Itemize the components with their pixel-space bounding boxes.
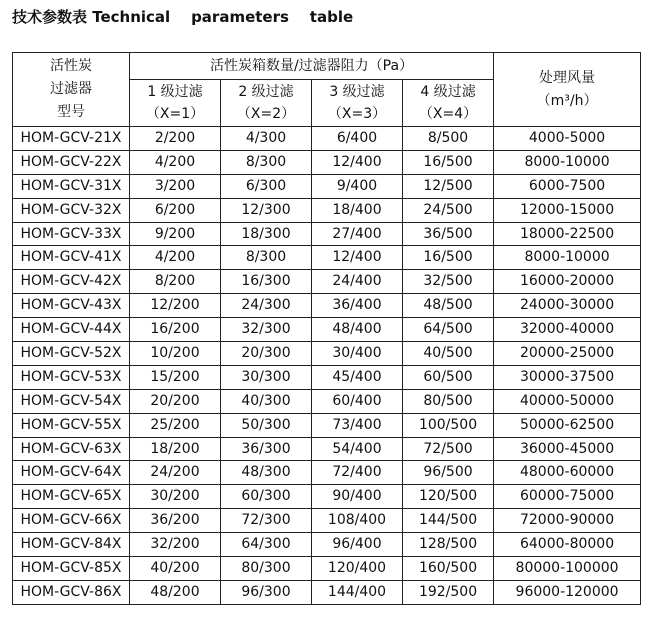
filter2-cell: 30/300 <box>221 365 312 389</box>
filter3-cell: 108/400 <box>312 509 403 533</box>
filter4-cell: 48/500 <box>403 294 494 318</box>
filter3-cell: 45/400 <box>312 365 403 389</box>
filter3-cell: 9/400 <box>312 174 403 198</box>
filter2-cell: 72/300 <box>221 509 312 533</box>
table-row <box>13 461 641 485</box>
filter3-cell: 30/400 <box>312 342 403 366</box>
table-header <box>13 53 641 127</box>
filter3-cell: 27/400 <box>312 222 403 246</box>
filter3-cell: 48/400 <box>312 318 403 342</box>
filter2-cell: 8/300 <box>221 150 312 174</box>
model-cell: HOM-GCV-53X <box>13 365 130 389</box>
filter1-cell: 8/200 <box>130 270 221 294</box>
filter2-cell: 12/300 <box>221 198 312 222</box>
filter1-cell: 24/200 <box>130 461 221 485</box>
filter4-cell: 160/500 <box>403 557 494 581</box>
model-cell: HOM-GCV-64X <box>13 461 130 485</box>
airflow-cell: 40000-50000 <box>494 389 641 413</box>
filter4-cell: 120/500 <box>403 485 494 509</box>
model-cell: HOM-GCV-33X <box>13 222 130 246</box>
table-row <box>13 485 641 509</box>
model-cell: HOM-GCV-43X <box>13 294 130 318</box>
table-row <box>13 389 641 413</box>
filter2-cell: 60/300 <box>221 485 312 509</box>
filter-level-x: （X=1） <box>145 106 205 122</box>
filter3-cell: 12/400 <box>312 150 403 174</box>
filter4-cell: 192/500 <box>403 580 494 604</box>
table-row <box>13 222 641 246</box>
table-row <box>13 270 641 294</box>
airflow-cell: 80000-100000 <box>494 557 641 581</box>
filter3-cell: 60/400 <box>312 389 403 413</box>
model-cell: HOM-GCV-44X <box>13 318 130 342</box>
parameters-table <box>12 52 641 605</box>
model-cell: HOM-GCV-85X <box>13 557 130 581</box>
filter4-cell: 80/500 <box>403 389 494 413</box>
filter2-cell: 36/300 <box>221 437 312 461</box>
filter1-cell: 4/200 <box>130 246 221 270</box>
airflow-cell: 30000-37500 <box>494 365 641 389</box>
model-header-line: 活性炭 <box>50 58 92 74</box>
filter3-cell: 24/400 <box>312 270 403 294</box>
filter-group-header: 活性炭箱数量/过滤器阻力（Pa） <box>130 53 494 80</box>
filter4-cell: 60/500 <box>403 365 494 389</box>
filter2-cell: 96/300 <box>221 580 312 604</box>
airflow-cell: 72000-90000 <box>494 509 641 533</box>
filter2-cell: 32/300 <box>221 318 312 342</box>
filter2-cell: 6/300 <box>221 174 312 198</box>
filter4-cell: 16/500 <box>403 150 494 174</box>
filter2-cell: 80/300 <box>221 557 312 581</box>
airflow-cell: 60000-75000 <box>494 485 641 509</box>
model-cell: HOM-GCV-86X <box>13 580 130 604</box>
filter3-cell: 18/400 <box>312 198 403 222</box>
airflow-header <box>494 53 641 127</box>
airflow-cell: 8000-10000 <box>494 150 641 174</box>
filter1-cell: 15/200 <box>130 365 221 389</box>
filter3-cell: 120/400 <box>312 557 403 581</box>
filter1-cell: 10/200 <box>130 342 221 366</box>
filter4-cell: 36/500 <box>403 222 494 246</box>
filter-level-label: 4 级过滤 <box>420 84 476 100</box>
airflow-cell: 96000-120000 <box>494 580 641 604</box>
filter1-cell: 40/200 <box>130 557 221 581</box>
filter1-cell: 20/200 <box>130 389 221 413</box>
filter1-cell: 9/200 <box>130 222 221 246</box>
model-header-line: 过滤器 <box>50 81 92 97</box>
model-cell: HOM-GCV-21X <box>13 127 130 151</box>
filter1-cell: 4/200 <box>130 150 221 174</box>
filter4-cell: 40/500 <box>403 342 494 366</box>
model-cell: HOM-GCV-66X <box>13 509 130 533</box>
filter1-cell: 12/200 <box>130 294 221 318</box>
table-row <box>13 294 641 318</box>
filter2-cell: 64/300 <box>221 533 312 557</box>
model-cell: HOM-GCV-22X <box>13 150 130 174</box>
filter4-cell: 32/500 <box>403 270 494 294</box>
filter1-cell: 25/200 <box>130 413 221 437</box>
table-row <box>13 127 641 151</box>
model-cell: HOM-GCV-84X <box>13 533 130 557</box>
model-header <box>13 53 130 127</box>
filter1-cell: 48/200 <box>130 580 221 604</box>
airflow-cell: 36000-45000 <box>494 437 641 461</box>
airflow-cell: 48000-60000 <box>494 461 641 485</box>
filter3-cell: 90/400 <box>312 485 403 509</box>
table-row <box>13 365 641 389</box>
filter2-cell: 18/300 <box>221 222 312 246</box>
filter1-cell: 6/200 <box>130 198 221 222</box>
filter2-cell: 8/300 <box>221 246 312 270</box>
filter4-cell: 144/500 <box>403 509 494 533</box>
airflow-header-line: （m³/h） <box>536 92 598 109</box>
table-row <box>13 509 641 533</box>
airflow-cell: 8000-10000 <box>494 246 641 270</box>
airflow-cell: 16000-20000 <box>494 270 641 294</box>
filter4-cell: 24/500 <box>403 198 494 222</box>
table-row <box>13 533 641 557</box>
filter-level-x: （X=4） <box>418 106 478 122</box>
filter2-cell: 50/300 <box>221 413 312 437</box>
filter4-cell: 100/500 <box>403 413 494 437</box>
airflow-cell: 64000-80000 <box>494 533 641 557</box>
filter4-cell: 12/500 <box>403 174 494 198</box>
airflow-cell: 20000-25000 <box>494 342 641 366</box>
filter3-cell: 36/400 <box>312 294 403 318</box>
table-row <box>13 437 641 461</box>
model-cell: HOM-GCV-55X <box>13 413 130 437</box>
filter1-cell: 2/200 <box>130 127 221 151</box>
filter4-cell: 96/500 <box>403 461 494 485</box>
model-header-line: 型号 <box>57 104 85 120</box>
filter4-cell: 72/500 <box>403 437 494 461</box>
model-cell: HOM-GCV-32X <box>13 198 130 222</box>
airflow-cell: 24000-30000 <box>494 294 641 318</box>
table-row <box>13 557 641 581</box>
filter-level-label: 2 级过滤 <box>238 84 294 100</box>
filter4-cell: 128/500 <box>403 533 494 557</box>
filter1-cell: 36/200 <box>130 509 221 533</box>
table-row <box>13 580 641 604</box>
filter-level-header <box>403 80 494 127</box>
filter4-cell: 16/500 <box>403 246 494 270</box>
filter1-cell: 32/200 <box>130 533 221 557</box>
model-cell: HOM-GCV-54X <box>13 389 130 413</box>
table-row <box>13 318 641 342</box>
filter1-cell: 30/200 <box>130 485 221 509</box>
filter3-cell: 96/400 <box>312 533 403 557</box>
table-row <box>13 246 641 270</box>
airflow-cell: 32000-40000 <box>494 318 641 342</box>
table-row <box>13 150 641 174</box>
model-cell: HOM-GCV-65X <box>13 485 130 509</box>
filter-level-header <box>312 80 403 127</box>
filter1-cell: 18/200 <box>130 437 221 461</box>
airflow-header-line: 处理风量 <box>539 69 596 86</box>
filter3-cell: 6/400 <box>312 127 403 151</box>
filter3-cell: 73/400 <box>312 413 403 437</box>
filter-level-x: （X=3） <box>327 106 387 122</box>
model-cell: HOM-GCV-41X <box>13 246 130 270</box>
filter2-cell: 4/300 <box>221 127 312 151</box>
filter-level-x: （X=2） <box>236 106 296 122</box>
table-row <box>13 342 641 366</box>
airflow-cell: 18000-22500 <box>494 222 641 246</box>
model-cell: HOM-GCV-63X <box>13 437 130 461</box>
filter2-cell: 24/300 <box>221 294 312 318</box>
table-row <box>13 174 641 198</box>
filter3-cell: 54/400 <box>312 437 403 461</box>
airflow-cell: 6000-7500 <box>494 174 641 198</box>
filter-level-header <box>130 80 221 127</box>
filter3-cell: 144/400 <box>312 580 403 604</box>
page-title: 技术参数表 Technical parameters table <box>12 8 354 26</box>
filter-level-header <box>221 80 312 127</box>
model-cell: HOM-GCV-42X <box>13 270 130 294</box>
airflow-cell: 4000-5000 <box>494 127 641 151</box>
table-body <box>13 127 641 605</box>
filter2-cell: 40/300 <box>221 389 312 413</box>
airflow-cell: 50000-62500 <box>494 413 641 437</box>
filter-level-label: 1 级过滤 <box>147 84 203 100</box>
airflow-cell: 12000-15000 <box>494 198 641 222</box>
filter3-cell: 72/400 <box>312 461 403 485</box>
table-row <box>13 198 641 222</box>
model-cell: HOM-GCV-31X <box>13 174 130 198</box>
filter2-cell: 48/300 <box>221 461 312 485</box>
filter2-cell: 20/300 <box>221 342 312 366</box>
filter3-cell: 12/400 <box>312 246 403 270</box>
filter4-cell: 8/500 <box>403 127 494 151</box>
filter2-cell: 16/300 <box>221 270 312 294</box>
table-row <box>13 413 641 437</box>
filter1-cell: 16/200 <box>130 318 221 342</box>
filter4-cell: 64/500 <box>403 318 494 342</box>
filter1-cell: 3/200 <box>130 174 221 198</box>
model-cell: HOM-GCV-52X <box>13 342 130 366</box>
filter-level-label: 3 级过滤 <box>329 84 385 100</box>
